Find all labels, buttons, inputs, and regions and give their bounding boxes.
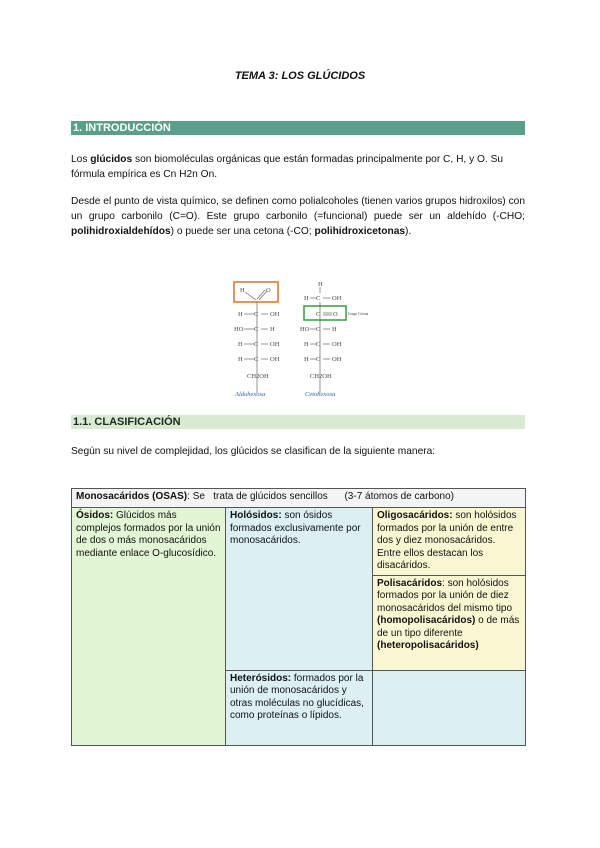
group-h: H xyxy=(304,356,309,363)
svg-text:H: H xyxy=(238,341,243,348)
holosidos-cell xyxy=(226,508,373,671)
text-run: ) o puede ser una cetona (-CO; xyxy=(170,226,315,237)
group-h: H xyxy=(238,311,243,318)
term-heteropolisacaridos: (heteropolisacáridos) xyxy=(377,640,479,651)
svg-text:C: C xyxy=(316,311,321,318)
table-row xyxy=(72,489,526,508)
text-run: Se xyxy=(192,491,205,502)
text-run: Los xyxy=(71,154,91,165)
group-ho: HO xyxy=(300,326,310,333)
monosacaridos-title: Monosacáridos (OSAS) xyxy=(76,491,188,502)
group-ho: HO xyxy=(234,326,244,333)
label-aldohexosa: Aldohexosa xyxy=(235,391,266,398)
svg-text:C: C xyxy=(254,356,259,363)
polisacaridos-title: Polisacáridos xyxy=(377,577,443,589)
svg-text:O: O xyxy=(333,311,338,318)
text-run: son biomoléculas orgánicas que están formadas principalmente por C, H, y O. Su fórmula empírica es Cn H2n On. xyxy=(71,154,504,180)
clasificacion-intro: Según su nivel de complejidad, los glúcidos se clasifican de la siguiente manera: xyxy=(71,446,436,457)
monosacaridos-cell xyxy=(72,489,526,508)
group-oh: OH xyxy=(332,356,342,363)
label-cetohexosa: Cetohexosa xyxy=(305,391,336,398)
osidos-cell xyxy=(72,508,226,746)
svg-text:C: C xyxy=(316,341,321,348)
section-heading-introduccion: 1. INTRODUCCIÓN xyxy=(71,121,525,135)
table-row xyxy=(72,508,526,576)
group-ch2oh: CH2OH xyxy=(247,373,269,380)
text-run: son ósidos formados exclusivamente por monosacáridos. xyxy=(230,510,361,546)
text-run: (3-7 átomos de carbono) xyxy=(344,491,454,502)
svg-text:C: C xyxy=(254,326,259,333)
oligosacaridos-title: Oligosacáridos: xyxy=(377,510,453,521)
group-h: H xyxy=(238,356,243,363)
group-h: H xyxy=(332,326,337,333)
text-run: o de más de un tipo diferente xyxy=(377,615,520,639)
term-homopolisacaridos: (homopolisacáridos) xyxy=(377,615,476,626)
heterosidos-title: Heterósidos: xyxy=(230,672,292,684)
hexose-structures-figure xyxy=(230,278,370,403)
text-run: trata de glúcidos sencillos xyxy=(213,491,328,502)
svg-text:C: C xyxy=(316,326,321,333)
term-polihidroxicetonas: polihidroxicetonas xyxy=(314,226,406,237)
group-oh: OH xyxy=(270,341,280,348)
text-run: : son holósidos formados por la unión de diez monosacáridos del mismo tipo xyxy=(377,577,513,614)
polisacaridos-cell xyxy=(373,575,526,670)
group-oh: OH xyxy=(270,356,280,363)
group-h: H xyxy=(304,341,309,348)
text-run: Desde el punto de vista químico, se definen como polialcoholes (tienen varios grupos hidroxilos) con un grupo carbonilo (C=O). Este grupo carbonilo (=funcional) puede ser un aldehído (-CHO; xyxy=(71,196,525,222)
term-glucidos: glúcidos xyxy=(90,154,133,165)
oligosacaridos-cell xyxy=(373,508,526,576)
text-run: Glúcidos más complejos formados por la unión de dos o más monosacáridos mediante enlace O-glucosídico. xyxy=(76,510,221,559)
svg-text:C: C xyxy=(254,341,259,348)
page-title: TEMA 3: LOS GLÚCIDOS xyxy=(234,70,366,82)
group-ch2oh: CH2OH xyxy=(310,373,332,380)
intro-paragraph-2 xyxy=(71,194,525,239)
text-run: formados por la unión de monosacáridos y otras moléculas no glucídicas, como proteínas o lípidos. xyxy=(230,672,364,721)
svg-text:H: H xyxy=(240,287,245,294)
cetohexosa-structure xyxy=(300,281,369,393)
text-run: son holósidos formados por la unión de entre dos y diez monosacáridos. Entre ellos destacan los disacáridos. xyxy=(377,510,517,571)
svg-text:C: C xyxy=(316,356,321,363)
heterosidos-cell xyxy=(226,670,373,745)
group-oh: OH xyxy=(332,341,342,348)
grupo-cetona-label: Grupo Cetona xyxy=(348,312,369,316)
intro-paragraph-1 xyxy=(71,152,525,182)
holosidos-title: Holósidos: xyxy=(230,510,282,521)
svg-text:C: C xyxy=(316,295,321,302)
section-heading-clasificacion: 1.1. CLASIFICACIÓN xyxy=(71,415,525,429)
aldohexosa-structure xyxy=(234,282,280,393)
group-oh: OH xyxy=(332,295,342,302)
text-run: : xyxy=(187,491,190,502)
group-h: H xyxy=(318,281,323,288)
term-polihidroxialdehidos: polihidroxialdehídos xyxy=(71,226,171,237)
clasificacion-table xyxy=(71,488,526,746)
svg-text:O: O xyxy=(266,287,271,294)
empty-cell xyxy=(373,670,526,745)
svg-text:C: C xyxy=(254,311,259,318)
osidos-title: Ósidos: xyxy=(76,510,114,521)
group-oh: OH xyxy=(270,311,280,318)
text-run: ). xyxy=(405,226,412,237)
group-h: H xyxy=(270,326,275,333)
svg-text:H: H xyxy=(304,295,309,302)
